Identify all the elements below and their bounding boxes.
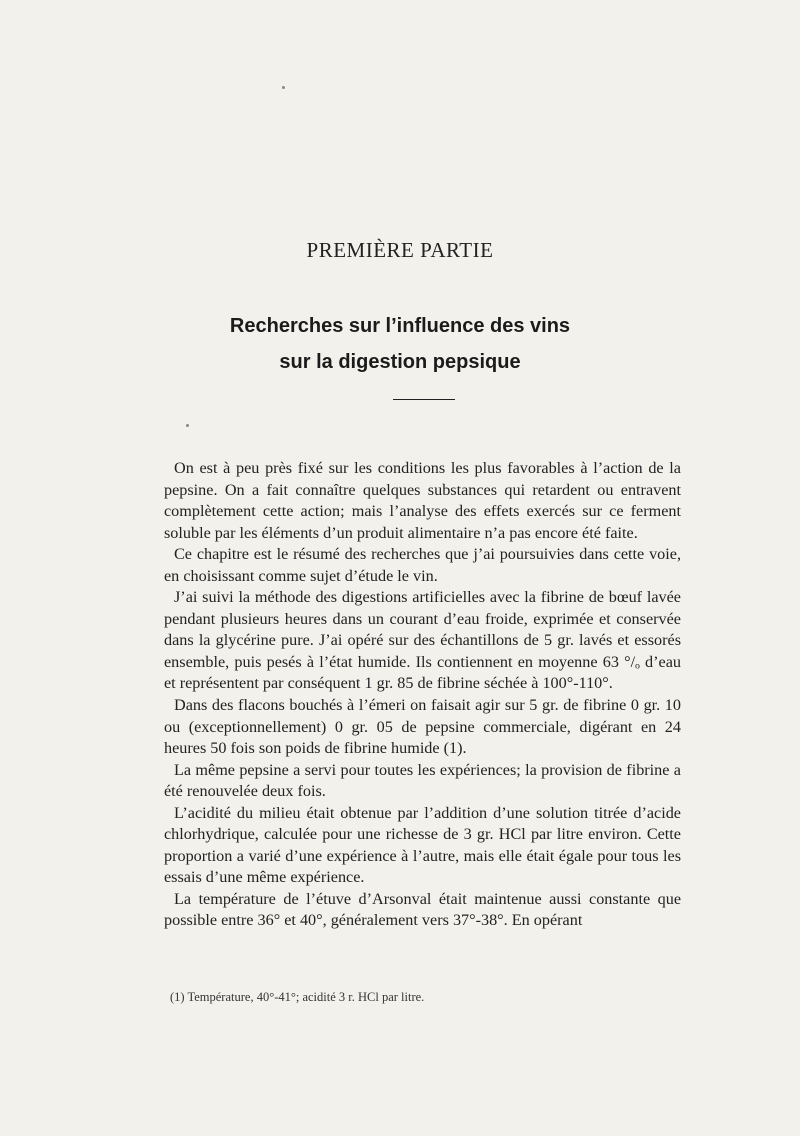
chapter-title	[0, 308, 800, 380]
paragraph: L’acidité du milieu était obtenue par l’addition d’une solution titrée d’acide chlorhydrique, calculée pour une richesse de 3 gr. HCl par litre environ. Cette proportion a varié d’une expérience à l’autre, mais elle était égale pour tous les essais d’une même expérience.	[164, 803, 681, 887]
paper-speck	[186, 424, 189, 427]
part-title: PREMIÈRE PARTIE	[306, 238, 494, 262]
paper-speck	[282, 86, 285, 89]
title-divider	[393, 399, 455, 400]
body-text	[164, 458, 681, 932]
chapter-title-line-1: Recherches sur l’influence des vins	[229, 315, 571, 337]
paragraph: La température de l’étuve d’Arsonval était maintenue aussi constante que possible entre 36° et 40°, généralement vers 37°-38°. En opérant	[164, 889, 681, 930]
paragraph: Dans des flacons bouchés à l’émeri on faisait agir sur 5 gr. de fibrine 0 gr. 10 ou (exceptionnellement) 0 gr. 05 de pepsine commerciale, digérant en 24 heures 50 fois son poids de fibrine humide (1).	[164, 696, 681, 758]
chapter-title-line-2: sur la digestion pepsique	[279, 351, 521, 373]
paragraph: Ce chapitre est le résumé des recherches que j’ai poursuivies dans cette voie, en choisissant comme sujet d’étude le vin.	[164, 545, 681, 585]
paragraph: On est à peu près fixé sur les conditions les plus favorables à l’action de la pepsine. On a fait connaître quelques substances qui retardent ou entravent complètement cette action; mais l’analyse des effets exercés sur ce ferment soluble par les éléments d’un produit alimentaire n’a pas encore été faite.	[164, 459, 681, 542]
paragraph: J’ai suivi la méthode des digestions artificielles avec la fibrine de bœuf lavée pendant plusieurs heures dans un courant d’eau froide, exprimée et conservée dans la glycérine pure. J’ai opéré sur des échantillons de 5 gr. lavés et essorés ensemble, puis pesés à l’état humide. Ils contiennent en moyenne 63 °/ₒ d’eau et représentent par conséquent 1 gr. 85 de fibrine séchée à 100°-110°.	[164, 588, 681, 693]
footnote: (1) Température, 40°-41°; acidité 3 r. HCl par litre.	[170, 990, 425, 1004]
paragraph: La même pepsine a servi pour toutes les expériences; la provision de fibrine a été renouvelée deux fois.	[164, 760, 681, 801]
